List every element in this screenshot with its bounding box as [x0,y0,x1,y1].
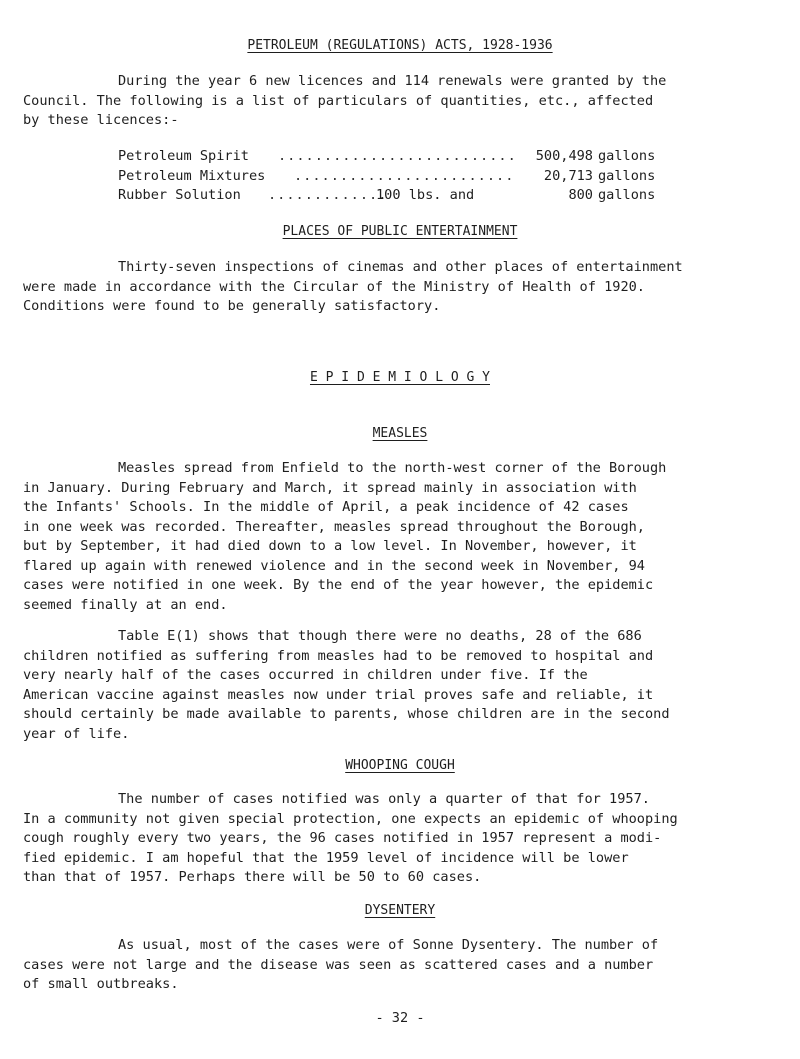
item-label: Rubber Solution [118,187,241,203]
text-line: Thirty-seven inspections of cinemas and other places of entertainment [118,259,683,275]
leader-dots: ............. [268,187,388,203]
text-line: but by September, it had died down to a low level. In November, however, it [23,538,637,554]
item-unit: gallons [598,187,656,203]
text-line: should certainly be made available to parents, whose children are in the second [23,706,670,722]
list-item [118,148,678,168]
text-line: Measles spread from Enfield to the north-west corner of the Borough [118,460,667,476]
entertainment-paragraph [23,258,773,317]
whooping-cough-paragraph [23,790,773,888]
text-line: During the year 6 new licences and 114 renewals were granted by the [118,73,667,89]
item-value: 500,498 [535,148,593,164]
item-extra: 100 lbs. and [376,187,475,203]
text-line: very nearly half of the cases occurred in children under five. If the [23,667,588,683]
text-line: As usual, most of the cases were of Sonne Dysentery. The number of [118,937,659,953]
list-item [118,168,678,188]
item-unit: gallons [598,148,656,164]
petroleum-paragraph [23,72,773,131]
text-line: year of life. [23,725,130,742]
measles-paragraph-1 [23,459,773,615]
leader-dots: .......................... [278,148,517,164]
text-line: cases were not large and the disease was seen as scattered cases and a number [23,956,654,973]
entertainment-heading: PLACES OF PUBLIC ENTERTAINMENT [282,224,518,239]
text-line: The number of cases notified was only a quarter of that for 1957. [118,791,650,807]
text-line: the Infants' Schools. In the middle of April, a peak incidence of 42 cases [23,499,629,515]
list-item [118,187,678,207]
text-line: American vaccine against measles now under trial proves safe and reliable, it [23,686,654,703]
text-line: children notified as suffering from measles had to be removed to hospital and [23,647,654,664]
measles-heading: MEASLES [372,426,428,441]
leader-dots: ........................ [294,167,515,184]
text-line: by these licences:- [23,112,179,128]
petroleum-heading: PETROLEUM (REGULATIONS) ACTS, 1928-1936 [247,38,553,53]
epidemiology-heading: E P I D E M I O L O G Y [309,370,490,385]
text-line: cough roughly every two years, the 96 cases notified in 1957 represent a modi- [23,830,662,846]
measles-paragraph-2 [23,627,773,744]
item-unit: gallons [598,167,656,184]
item-label: Petroleum Spirit [118,148,249,164]
whooping-cough-heading: WHOOPING COUGH [345,758,455,773]
text-line: of small outbreaks. [23,976,179,992]
dysentery-paragraph [23,936,773,995]
dysentery-heading: DYSENTERY [364,903,436,918]
text-line: In a community not given special protection, one expects an epidemic of whooping [23,810,678,827]
text-line: in January. During February and March, it spread mainly in association with [23,479,637,496]
text-line: cases were notified in one week. By the end of the year however, the epidemic [23,577,654,593]
text-line: in one week was recorded. Thereafter, measles spread throughout the Borough, [23,518,645,535]
text-line: Conditions were found to be generally satisfactory. [23,298,441,314]
text-line: Table E(1) shows that though there were no deaths, 28 of the 686 [118,628,642,644]
licence-quantities-list [118,148,678,207]
page-number: - 32 - [375,1010,425,1026]
text-line: fied epidemic. I am hopeful that the 1959 level of incidence will be lower [23,849,629,866]
item-value: 20,713 [543,167,593,184]
item-label: Petroleum Mixtures [118,167,266,184]
text-line: were made in accordance with the Circular of the Ministry of Health of 1920. [23,278,645,295]
item-value: 800 [568,187,593,203]
text-line: than that of 1957. Perhaps there will be 50 to 60 cases. [23,869,482,885]
text-line: flared up again with renewed violence and in the second week in November, 94 [23,557,645,574]
text-line: Council. The following is a list of particulars of quantities, etc., affected [23,92,654,109]
text-line: seemed finally at an end. [23,596,228,613]
